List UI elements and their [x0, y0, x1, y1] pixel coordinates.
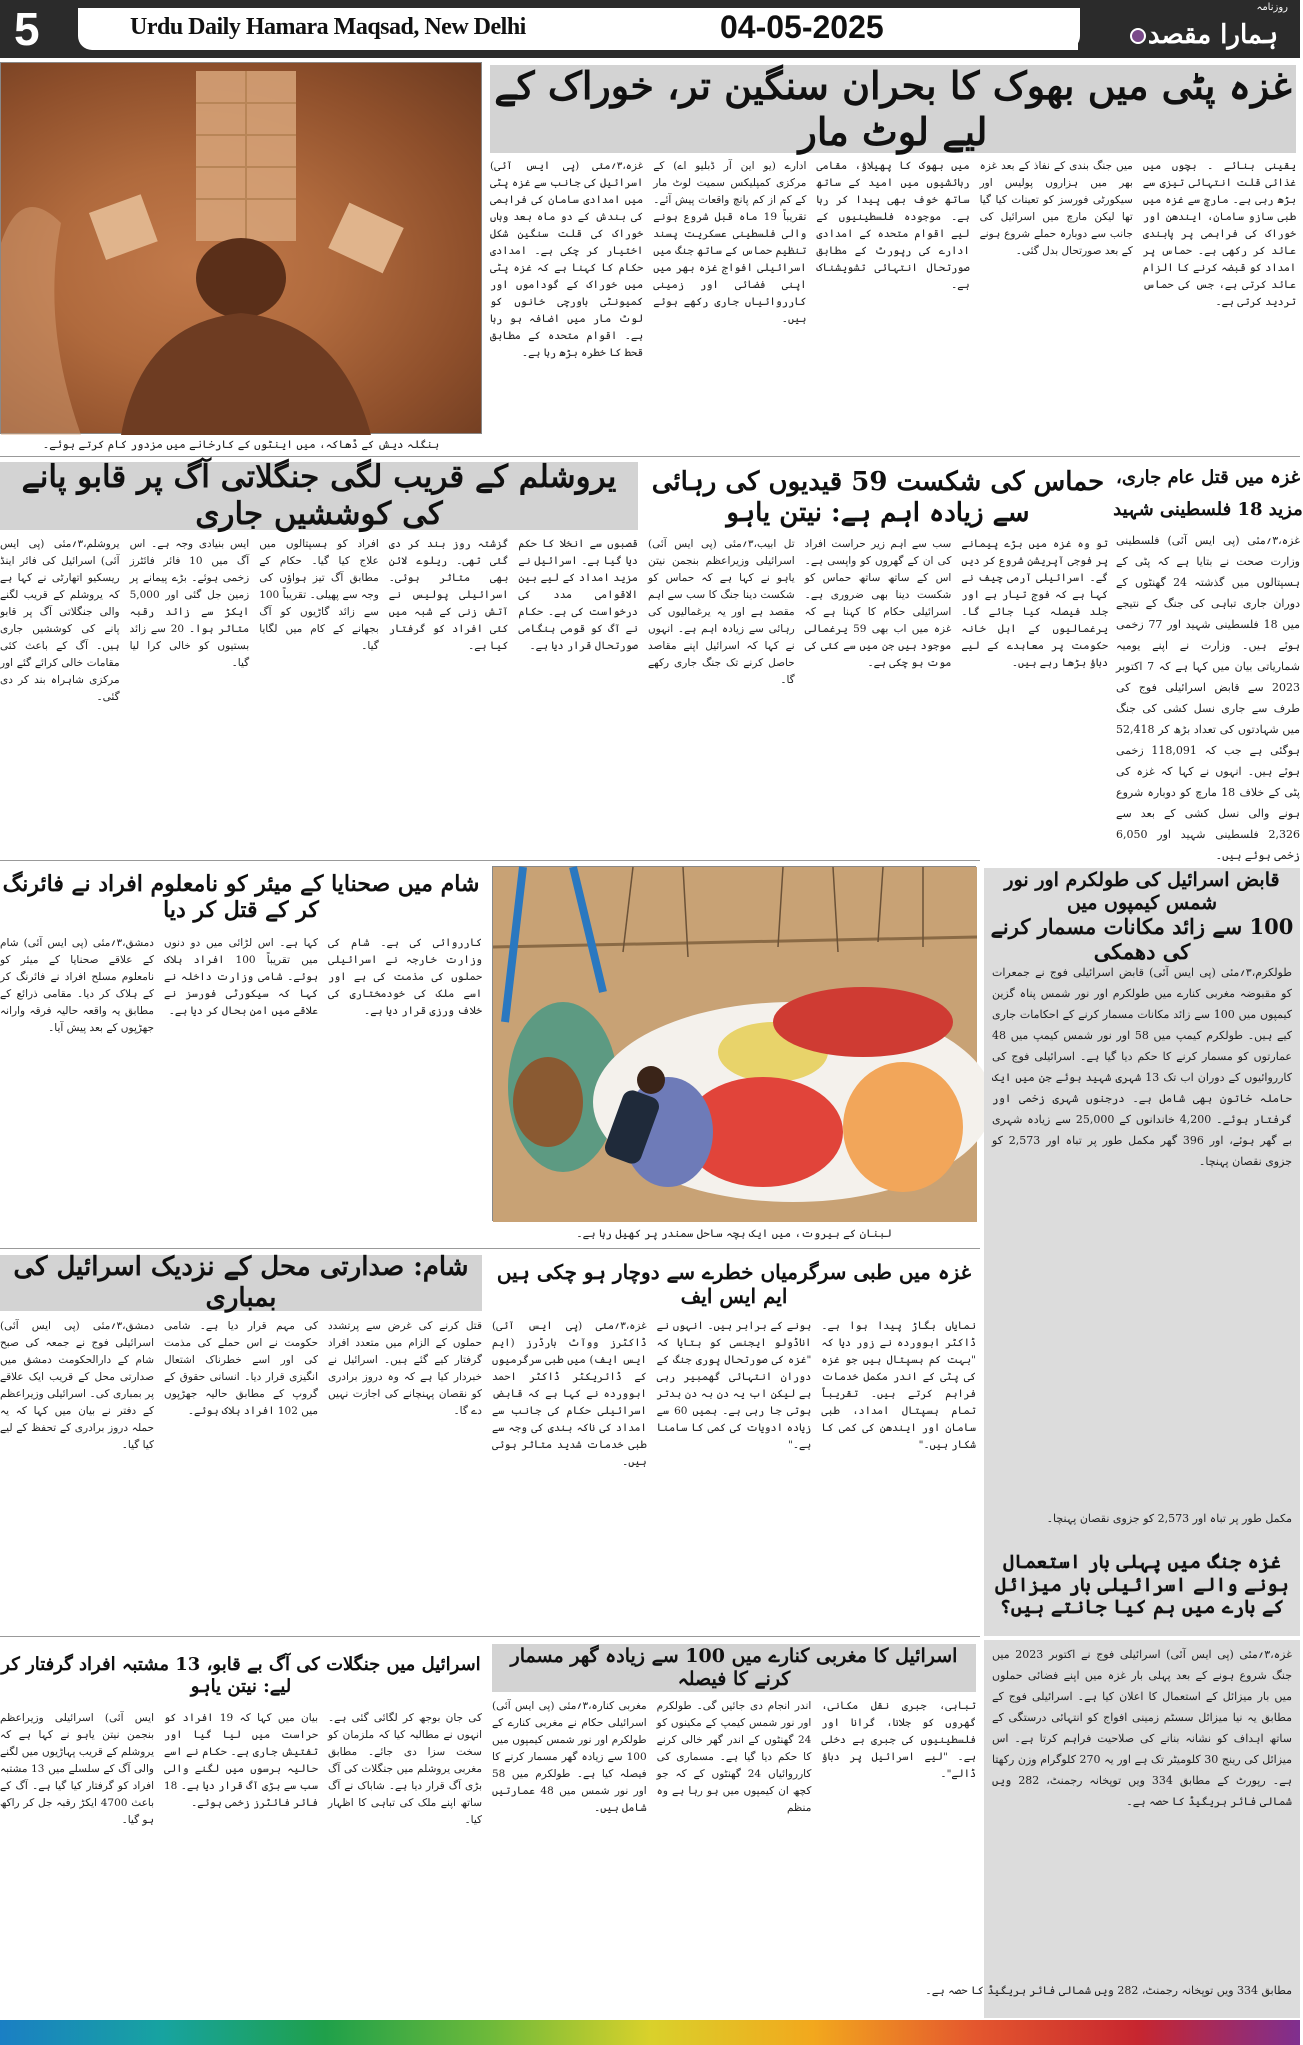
logo-small-text: روزنامہ [1256, 2, 1288, 13]
child-head [637, 1066, 665, 1094]
article-tulkarm-body: طولکرم،۳؍مئی (پی ایس آئی) قابض اسرائیلی فوج نے جمعرات کو مقبوضہ مغربی کنارے میں طولکرم اور نور شمس پناہ گزین کیمپوں میں 100 سے زائد مکانات مسمار کرنے کے احکامات جاری کیے ہیں۔ طولکرم کیمپ میں 58 اور نور شمس کیمپ میں 48 عمارتوں کو مسمار کرنے کا حکم دیا گیا ہے۔ اسرائیلی فوج کی کارروائیوں کے دوران اب تک 13 شہری شہید ہوئے جن میں ایک حاملہ خاتون بھی شامل ہے۔ درجنوں شہری زخمی اور گرفتار ہوئے۔ 4,200 خاندانوں کے 25,000 سے زیادہ شہری بے گھر ہوئے، اور 396 گھر مکمل طور پر تباہ اور 2,573 کو جزوی نقصان پہنچا۔ [992, 966, 1293, 1168]
newspaper-logo [1110, 15, 1296, 55]
article-column: کی مہم قرار دیا ہے۔ شامی حکومت نے اس حملے کی مذمت کی اور اسے خطرناک اشتعال انگیزی قرار دیا۔ انسانی حقوق کے گروپ کے مطابق حالیہ جھڑپوں میں 102 افراد ہلاک ہوئے۔ [164, 1320, 318, 1417]
article-column: ہونے کے برابر ہیں۔ انہوں نے اناڈولو ایجنسی کو بتایا کہ "غزہ کی صورتحال پوری جنگ کے دوران انتہائی گھمبیر رہی ہے لیکن اب یہ دن بہ دن بدتر ہوتی جا رہی ہے۔ ہمیں 60 سے زیادہ ادویات کی کمی کا سامنا ہے۔" [656, 1320, 812, 1451]
shell-red-top [773, 987, 953, 1057]
article-syria-palace-body [0, 1318, 482, 1624]
headline-tulkarm-line1: قابض اسرائیل کی طولکرم اور نور شمس کیمپوں میں [1004, 869, 1280, 914]
masthead-band-cap [1060, 8, 1080, 50]
paper-title: Urdu Daily Hamara Maqsad, New Delhi [130, 14, 526, 40]
article-column: یقینی بنائے ۔ بچوں میں غذائی قلت انتہائی تیزی سے بڑھ رہی ہے۔ مارچ سے غزہ میں طبی سازو سامان، ایندھن اور خوراک کی فراہمی پر پابندی عائد کر رکھی ہے۔ حماس پر امداد کو قبضہ کرنے کا الزام عائد کرتی ہے، جس کی حماس تردید کرتی ہے۔ [1142, 160, 1297, 308]
footer-color-bar [0, 2020, 1300, 2045]
article-column: قتل کرنے کی غرض سے پرتشدد حملوں کے الزام میں متعدد افراد گرفتار کیے گئے ہیں۔ اسرائیل نے خبردار کیا ہے کہ وہ دروز برادری کو نقصان پہنچانے کی اجازت نہیں دے گا۔ [328, 1320, 482, 1417]
headline-netanyahu-hamas: حماس کی شکست 59 قیدیوں کی رہائی سے زیادہ اہم ہے: نیتن یاہو [651, 466, 1105, 528]
article-column: کہا ہے۔ اس لڑائی میں دو دنوں میں تقریباً 100 افراد ہلاک ہوئے۔ شامی وزارت داخلہ نے کہا کہ سیکورٹی فورسز نے علاقے میں امن بحال کر دیا ہے۔ [164, 937, 318, 1017]
article-column: گزشتہ روز بند کر دی گئی تھی۔ ریلوے لائن بھی متاثر ہوئی۔ اسرائیلی پولیس نے آتش زنی کے شبہ میں کئی افراد کو گرفتار کیا ہے۔ [388, 538, 509, 652]
article-column: ایس آئی) اسرائیلی وزیراعظم بنجمن نیتن یاہو نے کہا ہے کہ یروشلم کے قریب پہاڑیوں میں لگنے والی آگ کے سلسلے میں 13 مشتبہ افراد کو گرفتار کیا گیا ہے۔ آگ کے باعث 4700 ایکڑ رقبہ جل کر راکھ ہو گیا۔ [0, 1712, 154, 1826]
issue-date: 04-05-2025 [720, 9, 884, 45]
article-gaza-hunger-body [490, 158, 1296, 447]
article-gaza-deaths [1113, 462, 1303, 862]
headline-syria-mayor: شام میں صحنایا کے میئر کو نامعلوم افراد نے فائرنگ کر کے قتل کر دیا [2, 870, 480, 923]
bar-missile-tail: مطابق 334 ویں توپخانہ رجمنٹ، 282 ویں شمالی فائر بریگیڈ کا حصہ ہے۔ [925, 1984, 1292, 1997]
article-column: میں بھوک کا پھیلاؤ، مقامی رہائشیوں میں امید کے ساتھ ساتھ خوف بھی پیدا کر رہا ہے۔ موجودہ فلسطینیوں کے لیے اقوام متحدہ کے امدادی ادارے کی رپورٹ کے مطابق صورتحال انتہائی تشویشناک ہے۔ [816, 160, 970, 291]
article-syria-mayor-body [0, 935, 482, 1241]
headline-israel-fires: اسرائیل میں جنگلات کی آگ بے قابو، 13 مشتبہ افراد گرفتار کر لیے: نیتن یاہو [1, 1654, 481, 1697]
divider [0, 456, 1300, 457]
article-column: کارروائی کی ہے۔ شام کی وزارت خارجہ نے اسرائیلی حملوں کی مذمت کی ہے اور اسے ملک کی خودمختاری کی خلاف ورزی قرار دیا ہے۔ [328, 937, 482, 1017]
article-netanyahu-body [648, 536, 1108, 842]
worker-body [121, 313, 371, 435]
page-number: 5 [14, 3, 40, 55]
article-column: سب سے اہم زیر حراست افراد کی ان کے گھروں کو واپسی ہے۔ اس کے ساتھ ساتھ حماس کو شکست دینا بھی ضروری ہے۔ اسرائیلی حکام کا کہنا ہے کہ غزہ میں اب بھی 59 یرغمالی موجود ہیں جن میں سے کئی کی موت ہو چکی ہے۔ [804, 538, 952, 669]
logo-emblem-icon [1130, 28, 1146, 44]
article-column: میں جنگ بندی کے نفاذ کے بعد غزہ بھر میں ہزاروں پولیس اور سیکورٹی فورسز کو تعینات کیا گیا تھا لیکن مارچ میں اسرائیل کی جانب سے دوبارہ حملے شروع ہونے کے بعد صورتحال بدل گئی۔ [979, 160, 1133, 257]
headline-jerusalem-fire: یروشلم کے قریب لگی جنگلاتی آگ پر قابو پانے کی کوششیں جاری [0, 462, 638, 530]
article-column: غزہ،۳؍مئی (پی ایس آئی) اسرائیل کی جانب سے غزہ پٹی میں امدادی سامان کی فراہمی کی بندش کے دو ماہ بعد وہاں خوراک کی قلت سنگین شکل اختیار کر چکی ہے۔ امدادی حکام کا کہنا ہے کہ غزہ پٹی میں خوراک کے گوداموں اور کمیونٹی باورچی خانوں کو لوٹ مار میں اضافہ ہو رہا ہے۔ اقوام متحدہ کے مطابق قحط کا خطرہ بڑھ رہا ہے۔ [490, 160, 644, 359]
article-column: مغربی کنارہ،۳؍مئی (پی ایس آئی) اسرائیلی حکام نے مغربی کنارے کے طولکرم اور نور شمس کیمپوں میں 100 سے زیادہ گھر مسمار کرنے کا فیصلہ کیا ہے۔ طولکرم میں 58 اور نور شمس میں 48 عمارتیں شامل ہیں۔ [492, 1700, 647, 1814]
headline-gaza-deaths-line2: مزید 18 فلسطینی شہید [1113, 499, 1303, 521]
photo-beirut-beach [492, 866, 976, 1221]
headline-syria-palace: شام: صدارتی محل کے نزدیک اسرائیل کی بمباری [0, 1255, 482, 1311]
headline-bar-missile: غزہ جنگ میں پہلی بار استعمال ہونے والے اسرائیلی بار میزائل کے بارے میں ہم کیا جانتے ہیں؟ [995, 1550, 1289, 1619]
divider [0, 1248, 980, 1249]
article-column: تل ابیب،۳؍مئی (پی ایس آئی) اسرائیلی وزیراعظم بنجمن نیتن یاہو نے کہا ہے کہ حماس کو شکست دینا جنگ کا سب سے اہم مقصد ہے اور یہ یرغمالیوں کی رہائی سے زیادہ اہم ہے۔ انہوں نے کہا کہ اسرائیل اپنے مقاصد حاصل کرنے تک جنگ جاری رکھے گا۔ [648, 538, 795, 686]
photo-caption-brick: بنگلہ دیش کے ڈھاکہ، میں اینٹوں کے کارخانے میں مزدور کام کرتے ہوئے۔ [42, 438, 440, 451]
headline-gaza-hunger: غزہ پٹی میں بھوک کا بحران سنگین تر، خوراک کے لیے لوٹ مار [490, 65, 1296, 153]
article-israel-fires-body [0, 1710, 482, 2016]
article-column: بیان میں کہا کہ 19 افراد کو حراست میں لیا گیا اور تفتیش جاری ہے۔ حکام نے اسے حالیہ برسوں میں لگنے والی سب سے بڑی آگ قرار دیا ہے۔ 18 فائر فائٹرز زخمی ہوئے۔ [164, 1712, 318, 1809]
article-column: اندر انجام دی جائیں گی۔ طولکرم اور نور شمس کیمپ کے مکینوں کو 24 گھنٹوں کے اندر گھر خالی کرنے کا حکم دیا گیا ہے۔ مسماری کی کارروائیاں 24 گھنٹوں کے کہ جو کچھ ان کیمپوں میں ہو رہا ہے وہ منظم [656, 1700, 812, 1814]
brick-worker-illustration [1, 63, 483, 435]
article-column: دمشق،۳؍مئی (پی ایس آئی) شام کے علاقے صحنایا کے میئر کو نامعلوم مسلح افراد نے فائرنگ کر کے ہلاک کر دیا۔ مقامی ذرائع کے مطابق یہ واقعہ حالیہ فرقہ وارانہ جھڑپوں کے بعد پیش آیا۔ [0, 937, 154, 1034]
headline-tulkarm-line2: 100 سے زائد مکانات مسمار کرنے کی دھمکی [990, 913, 1294, 964]
article-column: یروشلم،۳؍مئی (پی ایس آئی) اسرائیل کی فائر اینڈ ریسکیو اتھارٹی نے کہا ہے کہ یروشلم کے قریب لگنے والی جنگلاتی آگ پر قابو پانے کی کوششیں جاری ہیں۔ آگ کے باعث کئی مقامات خالی کرائے گئے اور مرکزی شاہراہ بند کر دی گئی۔ [0, 538, 120, 703]
article-bar-missile-box [925, 1640, 1300, 2018]
article-column: نمایاں بگاڑ پیدا ہوا ہے۔ ڈاکٹر ابوورده نے زور دیا کہ "بہت کم ہسپتال ہیں جو غزہ کی پٹی کے اندر مکمل خدمات فراہم کرتے ہیں۔ تقریباً تمام ہسپتال امداد، طبی سامان اور ایندھن کی کمی کا شکار ہیں۔" [821, 1320, 977, 1451]
article-column: کی جان بوجھ کر لگائی گئی ہے۔ انہوں نے مطالبہ کیا کہ ملزمان کو سخت سزا دی جائے۔ مطابق مغربی یروشلم میں جنگلات کی آگ بڑی آگ قرار دیا ہے۔ شاباک نے آگ ساتھ اپنے ملک کی تباہی کا اظہار کیا۔ [328, 1712, 482, 1826]
dust-cloud [1, 207, 81, 435]
article-bar-missile-body: غزہ،۳؍مئی (پی ایس آئی) اسرائیلی فوج نے اکتوبر 2023 میں جنگ شروع ہونے کے بعد پہلی بار غزہ میں اپنے فضائی حملوں میں بار میزائل کے استعمال کا اعلان کیا ہے۔ اسرائیلی فوج کے مطابق یہ نیا میزائل سسٹم زمینی افواج کو انتہائی درستگی کے ساتھ اہداف کو نشانہ بنانے کی صلاحیت فراہم کرتا ہے۔ اس میزائل کی رینج 30 کلومیٹر تک ہے اور یہ 270 کلوگرام وزن رکھتا ہے۔ رپورٹ کے مطابق 334 ویں توپخانہ رجمنٹ، 282 ویں شمالی فائر بریگیڈ کا حصہ ہے۔ [992, 1648, 1293, 1808]
article-jerusalem-fire-body [0, 536, 638, 842]
worker-head [196, 238, 286, 318]
masthead [0, 0, 1300, 58]
tulkarm-stat-tail: مکمل طور پر تباہ اور 2,573 کو جزوی نقصان پہنچا۔ [1046, 1512, 1292, 1525]
logo-text: ہمارا مقصد [1147, 20, 1279, 50]
photo-caption-beirut: لبنان کے بیروت، میں ایک بچہ ساحل سمندر پر کھیل رہا ہے۔ [576, 1227, 892, 1240]
shell-orange [843, 1062, 963, 1192]
article-column: تباہی، جبری نقل مکانی، گھروں کو جلانا، گرانا اور فلسطینیوں کی جبری بے دخلی ہے۔ "لیے اسرائیل پر دباؤ ڈالے"۔ [821, 1700, 977, 1780]
article-column: افراد کو ہسپتالوں میں علاج کیا گیا۔ حکام کے مطابق آگ تیز ہواؤں کی وجہ سے پھیلی۔ تقریباً 100 سے زائد گاڑیوں کو آگ بجھانے کے کام میں لگایا گیا۔ [259, 538, 379, 652]
beirut-mosaic-illustration [493, 867, 977, 1222]
article-tulkarm-box [984, 868, 1300, 1636]
divider [0, 1636, 980, 1637]
article-column: قصبوں سے انخلا کا حکم دیا گیا ہے۔ اسرائیل نے مزید امداد کے لیے بین الاقوامی مدد کی درخواست کی ہے۔ حکام نے آگ کو قومی ہنگامی صورتحال قرار دیا ہے۔ [518, 538, 638, 652]
article-column: غزہ،۳؍مئی (پی ایس آئی) ڈاکٹرز ووآٹ بارڈرز (ایم ایس ایف) میں طبی سرگرمیوں کے ڈائریکٹر ڈاکٹر احمد ابوورده نے کہا ہے کہ قابض اسرائیلی حکام کی جانب سے امداد کی ناکہ بندی کی وجہ سے طبی خدمات شدید متاثر ہوئی ہیں۔ [492, 1320, 647, 1468]
article-column: تو وہ غزہ میں بڑے پیمانے پر فوجی آپریشن شروع کر دیں گے۔ اسرائیلی آرمی چیف نے کہا ہے کہ فوج تیار ہے اور جلد فیصلہ کیا جائے گا۔ یرغمالیوں کے اہل خانہ حکومت پر معاہدے کے لیے دباؤ بڑھا رہے ہیں۔ [961, 538, 1109, 669]
article-west-bank-body [492, 1698, 976, 2004]
article-column: ادارے (یو این آر ڈبلیو اے) کے مرکزی کمپلیکس سمیت لوٹ مار کے کم از کم پانچ واقعات پیش آئے۔ تقریباً 19 ماہ قبل شروع ہونے والی فلسطینی عسکریت پسند تنظیم حماس کے ساتھ جنگ میں اسرائیلی افواج غزہ بھر میں اپنی فضائی اور زمینی کارروائیاں جاری رکھے ہوئے ہیں۔ [653, 160, 807, 325]
article-gaza-deaths-body: غزہ،۳؍مئی (پی ایس آئی) فلسطینی وزارت صحت نے بتایا ہے کہ پٹی کے ہسپتالوں میں گذشتہ 24 گھنٹوں کے دوران جاری تباہی کی جنگ کے نتیجے میں 18 فلسطینی شہید اور 77 زخمی ہوئے ہیں۔ وزارت نے اپنے یومیہ شماریاتی بیان میں کہا ہے کہ 7 اکتوبر 2023 سے قابض اسرائیلی فوج کی طرف سے جاری نسل کشی کی جنگ میں شہادتوں کی تعداد بڑھ کر 52,418 ہوگئی ہے جب کہ 118,091 زخمی ہوئے ہیں۔ انہوں نے کہا کہ غزہ کی پٹی کے خلاف 18 مارچ کو دوبارہ شروع ہونے والی نسل کشی کے بعد سے 2,326 فلسطینی شہید اور 6,050 زخمی ہوئے ہیں۔ [1116, 534, 1300, 862]
brick-right [328, 203, 404, 274]
photo-brick-workers [0, 62, 482, 434]
brick-left [89, 194, 158, 260]
headline-west-bank: اسرائیل کا مغربی کنارے میں 100 سے زیادہ گھر مسمار کرنے کا فیصلہ [492, 1644, 976, 1692]
article-msf-body [492, 1318, 976, 1624]
turtle-face [513, 1057, 583, 1147]
divider [0, 860, 980, 861]
article-column: دمشق،۳؍مئی (پی ایس آئی) اسرائیلی فوج نے جمعہ کی صبح شام کے دارالحکومت دمشق میں صدارتی محل کے قریب ایک علاقے پر بمباری کی۔ اسرائیلی وزیراعظم کے دفتر نے بیان میں کہا کہ یہ حملہ دروز برادری کے تحفظ کے لیے کیا گیا۔ [0, 1320, 154, 1451]
article-column: ایس بنیادی وجہ ہے۔ اس آگ میں 10 فائر فائٹرز زخمی ہوئے۔ بڑے پیمانے پر زمین جل گئی اور 5,000 ایکڑ سے زائد رقبہ متاثر ہوا۔ 20 سے زائد بستیوں کو خالی کرا لیا گیا۔ [129, 538, 250, 669]
headline-gaza-deaths-line1: غزہ میں قتل عام جاری، [1116, 467, 1300, 489]
headline-msf: غزہ میں طبی سرگرمیاں خطرے سے دوچار ہو چکی ہیں ایم ایس ایف [496, 1260, 972, 1308]
